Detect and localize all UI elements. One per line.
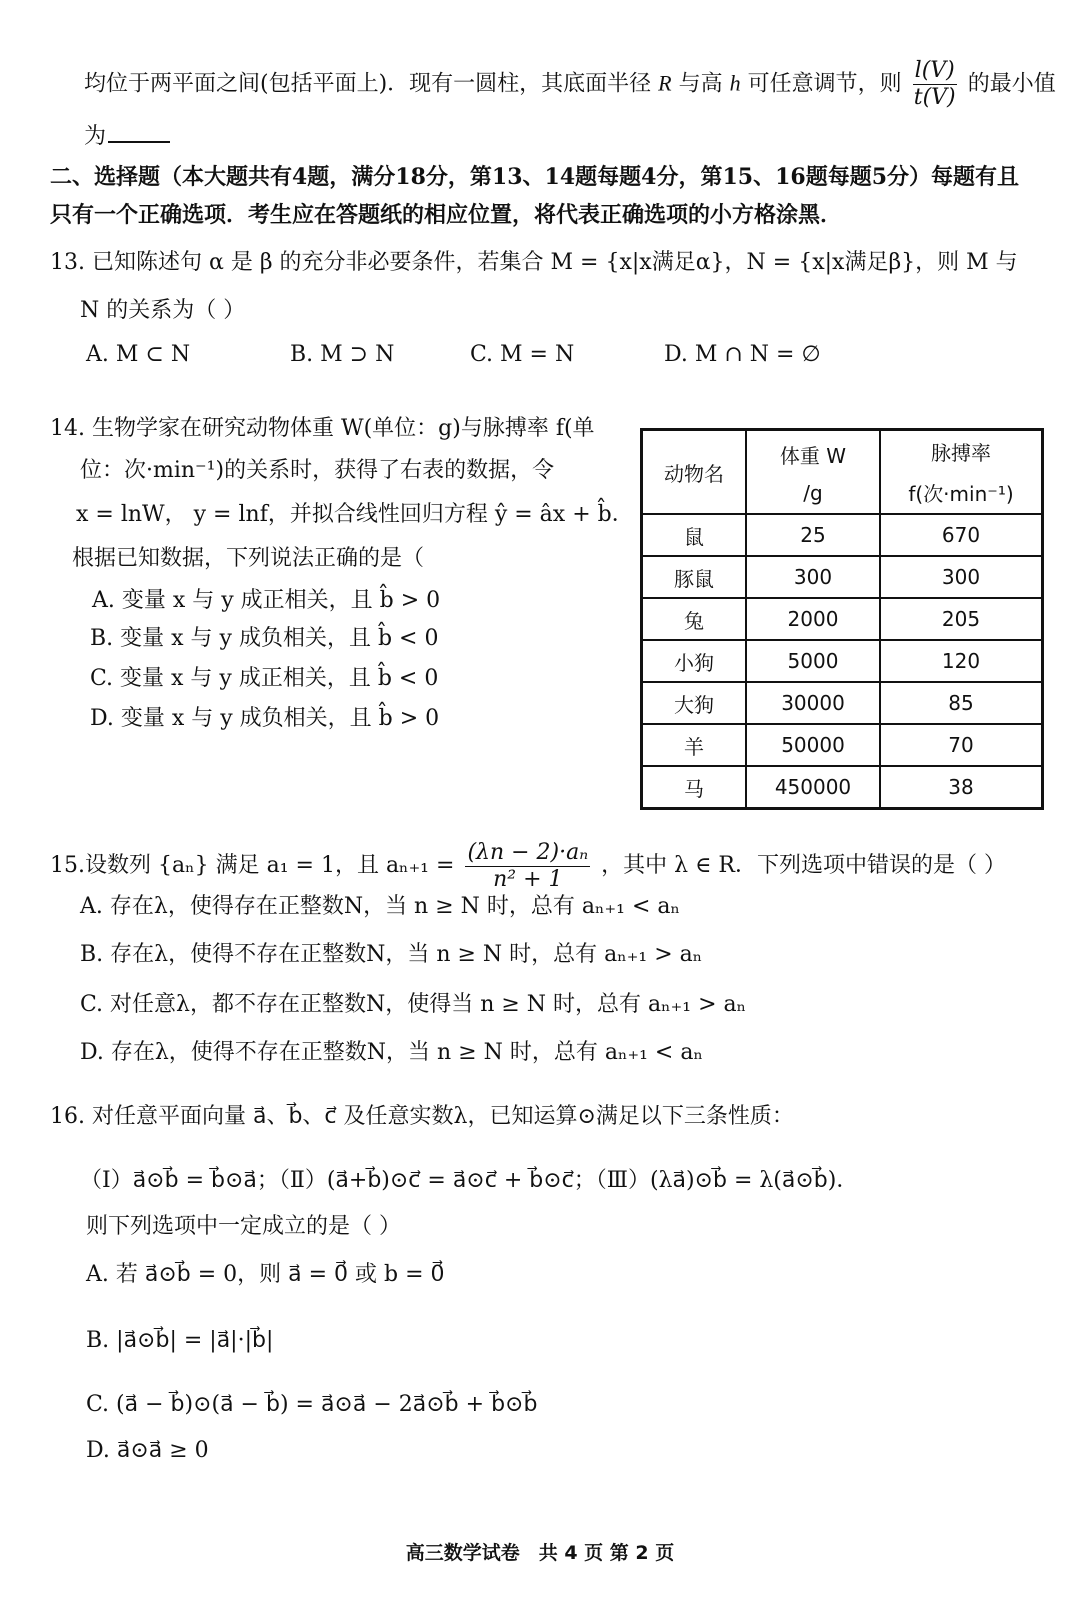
- fraction-denominator: n² + 1: [493, 866, 563, 892]
- q15-option-b: B. 存在λ，使得不存在正整数N，当 n ≥ N 时，总有 aₙ₊₁ > aₙ: [80, 942, 703, 967]
- cell-animal: 大狗: [642, 682, 747, 724]
- table-row: [642, 766, 1043, 809]
- fraction-denominator: t(V): [913, 85, 956, 110]
- q13-option-a: A. M ⊂ N: [86, 342, 191, 367]
- cell-weight: 300: [746, 556, 880, 598]
- q15-stem-prefix: 15.设数列 {aₙ} 满足 a₁ = 1，且 aₙ₊₁ =: [50, 853, 455, 878]
- q14-option-c: C. 变量 x 与 y 成正相关，且 b̂ < 0: [90, 666, 439, 691]
- page-footer: 高三数学试卷 共 4 页 第 2 页: [405, 1542, 675, 1564]
- cell-weight: 25: [746, 514, 880, 556]
- text: 为: [84, 124, 107, 149]
- table-row: [642, 556, 1043, 598]
- cell-weight: 450000: [746, 766, 880, 809]
- q14-stem-line2: 位：次·min⁻¹)的关系时，获得了右表的数据，令: [80, 458, 555, 483]
- table-row: [642, 724, 1043, 766]
- q15-option-d: D. 存在λ，使得不存在正整数N，当 n ≥ N 时，总有 aₙ₊₁ < aₙ: [80, 1040, 703, 1065]
- cell-weight: 30000: [746, 682, 880, 724]
- cell-animal: 马: [642, 766, 747, 809]
- q16-option-d: D. a⃗⊙a⃗ ≥ 0: [86, 1438, 209, 1463]
- animal-data-table: [640, 428, 1044, 810]
- q15-option-c: C. 对任意λ，都不存在正整数N，使得当 n ≥ N 时，总有 aₙ₊₁ > aₙ: [80, 992, 747, 1017]
- q12-tail-line1: [84, 58, 1056, 111]
- q16-stem-line3: 则下列选项中一定成立的是（ ）: [86, 1214, 401, 1239]
- q14-option-b: B. 变量 x 与 y 成负相关，且 b̂ < 0: [90, 626, 439, 651]
- header-weight: [746, 430, 880, 515]
- cell-pulse: 70: [880, 724, 1043, 766]
- text: 与高: [678, 71, 723, 97]
- q15-option-a: A. 存在λ，使得存在正整数N，当 n ≥ N 时，总有 aₙ₊₁ < aₙ: [80, 894, 681, 919]
- section2-header-line1: 二、选择题（本大题共有4题，满分18分，第13、14题每题4分，第15、16题每题5分）每题有且: [50, 164, 1020, 190]
- answer-blank: [108, 141, 170, 143]
- math-h: h: [729, 70, 741, 96]
- cell-pulse: 85: [880, 682, 1043, 724]
- cell-pulse: 120: [880, 640, 1043, 682]
- q14-option-a: A. 变量 x 与 y 成正相关，且 b̂ > 0: [92, 588, 441, 613]
- header-pulse: [880, 430, 1043, 515]
- cell-weight: 2000: [746, 598, 880, 640]
- cell-animal: 小狗: [642, 640, 747, 682]
- header-weight-line1: 体重 W: [779, 443, 847, 468]
- cell-pulse: 38: [880, 766, 1043, 809]
- section2-header-line2: 只有一个正确选项．考生应在答题纸的相应位置，将代表正确选项的小方格涂黑．: [50, 202, 843, 228]
- cell-pulse: 300: [880, 556, 1043, 598]
- math-R: R: [658, 70, 672, 96]
- q16-stem-line1: 16. 对任意平面向量 a⃗、b⃗、c⃗ 及任意实数λ，已知运算⊙满足以下三条性质：: [50, 1104, 794, 1129]
- header-weight-line2: /g: [803, 480, 823, 505]
- cell-animal: 鼠: [642, 514, 747, 556]
- cell-weight: 50000: [746, 724, 880, 766]
- q14-option-d: D. 变量 x 与 y 成负相关，且 b̂ > 0: [90, 706, 440, 731]
- q16-stem-line2: （Ⅰ）a⃗⊙b⃗ = b⃗⊙a⃗；（Ⅱ）(a⃗+b⃗)⊙c⃗ = a⃗⊙c⃗ + b⃗⊙c⃗；（Ⅲ）(λa⃗)⊙b⃗ = λ(a⃗⊙b⃗)．: [80, 1168, 859, 1193]
- q14-stem-line3: x = lnW， y = lnf，并拟合线性回归方程 ŷ = âx + b̂．: [76, 502, 634, 527]
- q13-option-c: C. M = N: [470, 342, 575, 367]
- cell-weight: 5000: [746, 640, 880, 682]
- table-row: [642, 598, 1043, 640]
- text: 可任意调节，则: [747, 71, 902, 97]
- cell-animal: 羊: [642, 724, 747, 766]
- q14-stem-line4: 根据已知数据，下列说法正确的是（: [72, 546, 425, 571]
- q15-stem-suffix: ，其中 λ ∈ R．下列选项中错误的是（ ）: [601, 853, 1006, 878]
- q14-stem-line1: 14. 生物学家在研究动物体重 W(单位：g)与脉搏率 f(单: [50, 416, 595, 441]
- fraction-numerator: (λn − 2)·aₙ: [467, 839, 589, 865]
- cell-animal: 兔: [642, 598, 747, 640]
- fraction-numerator: l(V): [914, 58, 955, 83]
- q13-option-b: B. M ⊃ N: [290, 342, 395, 367]
- q15-stem: [50, 838, 1006, 894]
- q16-option-b: B. |a⃗⊙b⃗| = |a⃗|·|b⃗|: [86, 1328, 274, 1353]
- q13-stem-line1: 13. 已知陈述句 α 是 β 的充分非必要条件，若集合 M = {x|x满足α}，N = {x|x满足β}，则 M 与: [50, 250, 1018, 275]
- q16-option-c: C. (a⃗ − b⃗)⊙(a⃗ − b⃗) = a⃗⊙a⃗ − 2a⃗⊙b⃗ + b⃗⊙b⃗: [86, 1392, 538, 1417]
- table-row: [642, 682, 1043, 724]
- cell-animal: 豚鼠: [642, 556, 747, 598]
- header-pulse-line2: f(次·min⁻¹): [908, 482, 1014, 506]
- q13-option-d: D. M ∩ N = ∅: [664, 342, 821, 367]
- table-header-row: [642, 430, 1043, 515]
- recurrence-fraction: [465, 840, 590, 893]
- q12-tail-line2: [84, 122, 170, 152]
- ratio-fraction: [913, 58, 957, 111]
- header-animal: 动物名: [642, 430, 747, 515]
- header-pulse-line1: 脉搏率: [931, 441, 991, 465]
- text: 的最小值: [967, 71, 1056, 97]
- table-row: [642, 514, 1043, 556]
- q16-option-a: A. 若 a⃗⊙b⃗ = 0，则 a⃗ = 0⃗ 或 b = 0⃗: [86, 1262, 445, 1287]
- cell-pulse: 205: [880, 598, 1043, 640]
- cell-pulse: 670: [880, 514, 1043, 556]
- table-row: [642, 640, 1043, 682]
- q13-stem-line2: N 的关系为（ ）: [80, 298, 246, 323]
- text: 均位于两平面之间(包括平面上)．现有一圆柱，其底面半径: [84, 71, 652, 97]
